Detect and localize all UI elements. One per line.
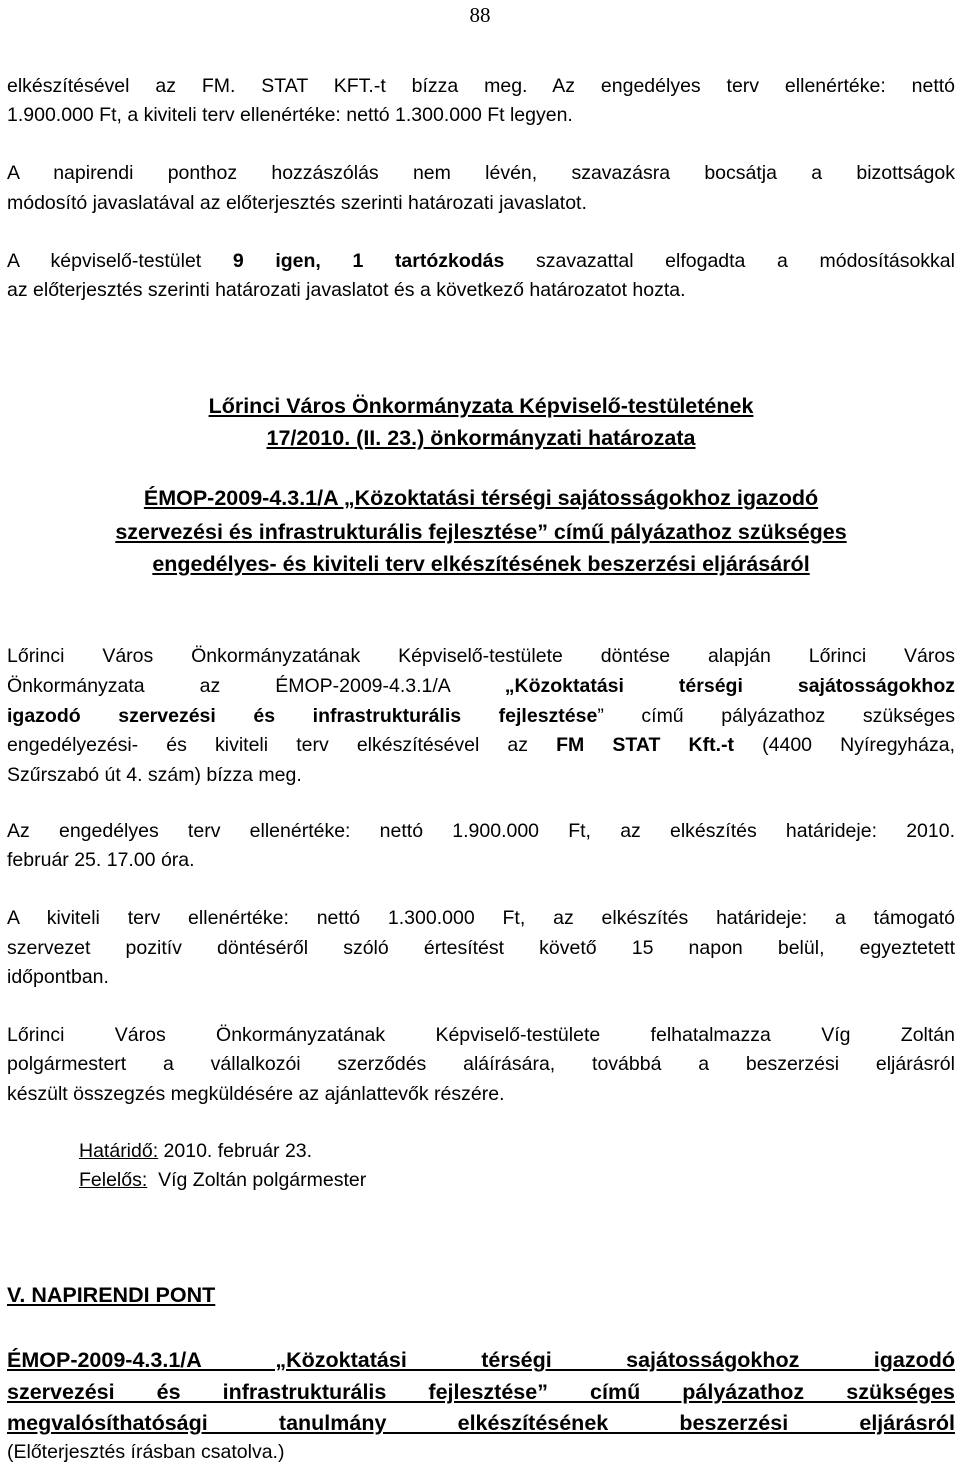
responsible-label: Felelős: xyxy=(79,1169,148,1191)
paragraph-line: február 25. 17.00 óra. xyxy=(7,849,195,871)
paragraph-line: elkészítésével az FM. STAT KFT.-t bízza meg. Az engedélyes terv ellenértéke: nettó xyxy=(7,75,955,97)
paragraph-line: Lőrinci Város Önkormányzatának Képviselő-testülete felhatalmazza Víg Zoltán xyxy=(7,1024,955,1046)
resolution-title: engedélyes- és kiviteli terv elkészítésének beszerzési eljárásáról xyxy=(152,552,810,576)
paragraph-line: módosító javaslatával az előterjesztés szerinti határozati javaslatot. xyxy=(7,192,587,214)
deadline-label: Határidő: xyxy=(79,1140,159,1162)
responsible-value: Víg Zoltán polgármester xyxy=(147,1169,367,1191)
paragraph-line: Önkormányzata az ÉMOP-2009-4.3.1/A „Közoktatási térségi sajátosságokhoz xyxy=(7,675,955,697)
section-subject: megvalósíthatósági tanulmány elkészítésének beszerzési eljárásról xyxy=(7,1411,955,1435)
paragraph-line: szervezet pozitív döntéséről szóló értesítést követő 15 napon belül, egyeztetett xyxy=(7,937,955,959)
attachment-note: (Előterjesztés írásban csatolva.) xyxy=(7,1441,285,1463)
section-subject: ÉMOP-2009-4.3.1/A „Közoktatási térségi sajátosságokhoz igazodó xyxy=(7,1348,955,1372)
deadline-value: 2010. február 23. xyxy=(158,1140,313,1162)
section-subject: szervezési és infrastrukturális fejlesztése” című pályázathoz szükséges xyxy=(7,1380,955,1404)
paragraph-line: 1.900.000 Ft, a kiviteli terv ellenértéke: nettó 1.300.000 Ft legyen. xyxy=(7,104,573,126)
paragraph-line: időpontban. xyxy=(7,966,109,988)
paragraph-line: Szűrszabó út 4. szám) bízza meg. xyxy=(7,764,302,786)
paragraph-line: polgármestert a vállalkozói szerződés aláírására, továbbá a beszerzési eljárásról xyxy=(7,1053,955,1075)
page-number: 88 xyxy=(469,3,491,27)
paragraph-line: A kiviteli terv ellenértéke: nettó 1.300.000 Ft, az elkészítés határideje: a támogató xyxy=(7,907,955,929)
resolution-title: ÉMOP-2009-4.3.1/A „Közoktatási térségi sajátosságokhoz igazodó xyxy=(143,486,819,510)
vote-count: 9 igen, 1 tartózkodás xyxy=(232,250,505,272)
vote-result-line: A képviselő-testület 9 igen, 1 tartózkodás szavazattal elfogadta a módosításokkal xyxy=(7,250,955,272)
paragraph-line: készült összegzés megküldésére az ajánlattevők részére. xyxy=(7,1083,505,1105)
deadline xyxy=(79,1137,312,1167)
paragraph-line: az előterjesztés szerinti határozati javaslatot és a következő határozatot hozta. xyxy=(7,279,686,301)
paragraph-line: Az engedélyes terv ellenértéke: nettó 1.900.000 Ft, az elkészítés határideje: 2010. xyxy=(7,820,955,842)
paragraph-line: A napirendi ponthoz hozzászólás nem lévén, szavazásra bocsátja a bizottságok xyxy=(7,162,955,184)
resolution-heading: Lőrinci Város Önkormányzata Képviselő-testületének xyxy=(208,394,754,418)
paragraph-line: igazodó szervezési és infrastrukturális fejlesztése” című pályázathoz szükséges xyxy=(7,705,955,727)
responsible xyxy=(79,1166,366,1196)
section-title: V. NAPIRENDI PONT xyxy=(7,1283,216,1307)
resolution-number: 17/2010. (II. 23.) önkormányzati határozata xyxy=(266,426,696,450)
paragraph-line: Lőrinci Város Önkormányzatának Képviselő-testülete döntése alapján Lőrinci Város xyxy=(7,645,955,667)
paragraph-line: engedélyezési- és kiviteli terv elkészítésével az FM STAT Kft.-t (4400 Nyíregyháza, xyxy=(7,734,956,756)
resolution-title: szervezési és infrastrukturális fejlesztése” című pályázathoz szükséges xyxy=(115,520,847,544)
